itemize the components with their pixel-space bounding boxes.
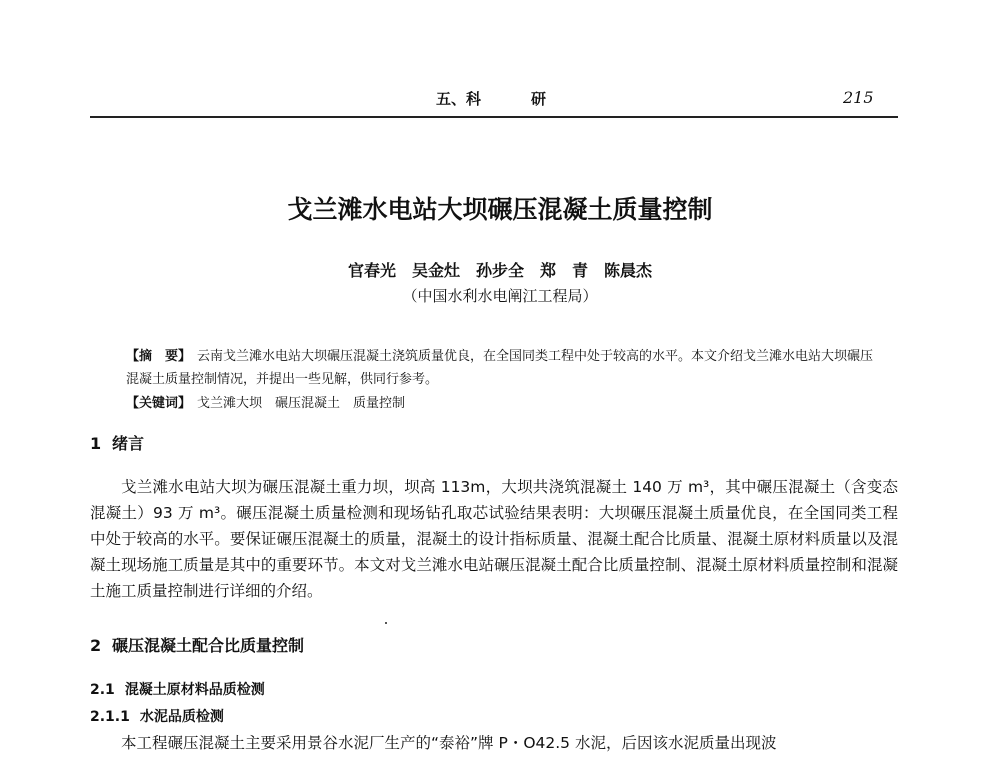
page-number: 215: [843, 88, 874, 107]
section-2-heading: [90, 633, 304, 656]
section-1-paragraph: [90, 474, 898, 604]
section-2-1-heading: [90, 679, 265, 699]
abstract: [126, 345, 876, 391]
paper-title: 戈兰滩水电站大坝碾压混凝土质量控制: [287, 195, 713, 224]
section-2-title: 碾压混凝土配合比质量控制: [112, 636, 305, 655]
section-2-1-title: 混凝土原材料品质检测: [124, 682, 265, 698]
abstract-text: 云南戈兰滩水电站大坝碾压混凝土浇筑质量优良，在全国同类工程中处于较高的水平。本文介绍戈兰滩水电站大坝碾压混凝土质量控制情况，并提出一些见解，供同行参考。: [126, 349, 874, 387]
keywords-label: 【关键词】: [126, 396, 192, 411]
keywords-text: 戈兰滩大坝 碾压混凝土 质量控制: [197, 396, 406, 411]
abstract-label: 【摘 要】: [126, 349, 192, 364]
section-2-1-number: 2.1: [90, 682, 115, 698]
running-head-section-text: 五、科: [436, 90, 482, 108]
section-1-title: 绪言: [112, 434, 145, 453]
section-2-1-1-paragraph: [90, 730, 898, 756]
section-1-heading: [90, 431, 144, 454]
header-rule: [90, 116, 898, 118]
section-1-number: 1: [90, 434, 102, 453]
section-2-1-1-heading: [90, 706, 224, 726]
section-2-number: 2: [90, 636, 102, 655]
section-2-1-1-paragraph-text: 本工程碾压混凝土主要采用景谷水泥厂生产的“泰裕”牌 P・O42.5 水泥，后因该水泥质量出现波: [121, 734, 777, 752]
author-list: 官春光 吴金灶 孙步全 郑 青 陈晨杰: [347, 261, 652, 280]
running-head-section-tail: 研: [531, 90, 547, 108]
keywords: [126, 394, 876, 414]
section-2-1-1-title: 水泥品质检测: [139, 709, 224, 725]
scan-speck: [385, 622, 387, 624]
section-1-paragraph-text: 戈兰滩水电站大坝为碾压混凝土重力坝，坝高 113m，大坝共浇筑混凝土 140 万 m³，其中碾压混凝土（含变态混凝土）93 万 m³。碾压混凝土质量检测和现场钻孔取芯试验结果表明：大坝碾压混凝土质量优良，在全国同类工程中处于较高的水平。要保证碾压混凝土的质量，混凝土的设计指标质量、混凝土配合比质量、混凝土原材料质量以及混凝土现场施工质量是其中的重要环节。本文对戈兰滩水电站碾压混凝土配合比质量控制、混凝土原材料质量控制和混凝土施工质量控制进行详细的介绍。: [90, 478, 898, 600]
running-head-section: [436, 88, 546, 109]
affiliation: （中国水利水电阐江工程局）: [402, 287, 598, 305]
section-2-1-1-number: 2.1.1: [90, 709, 130, 725]
